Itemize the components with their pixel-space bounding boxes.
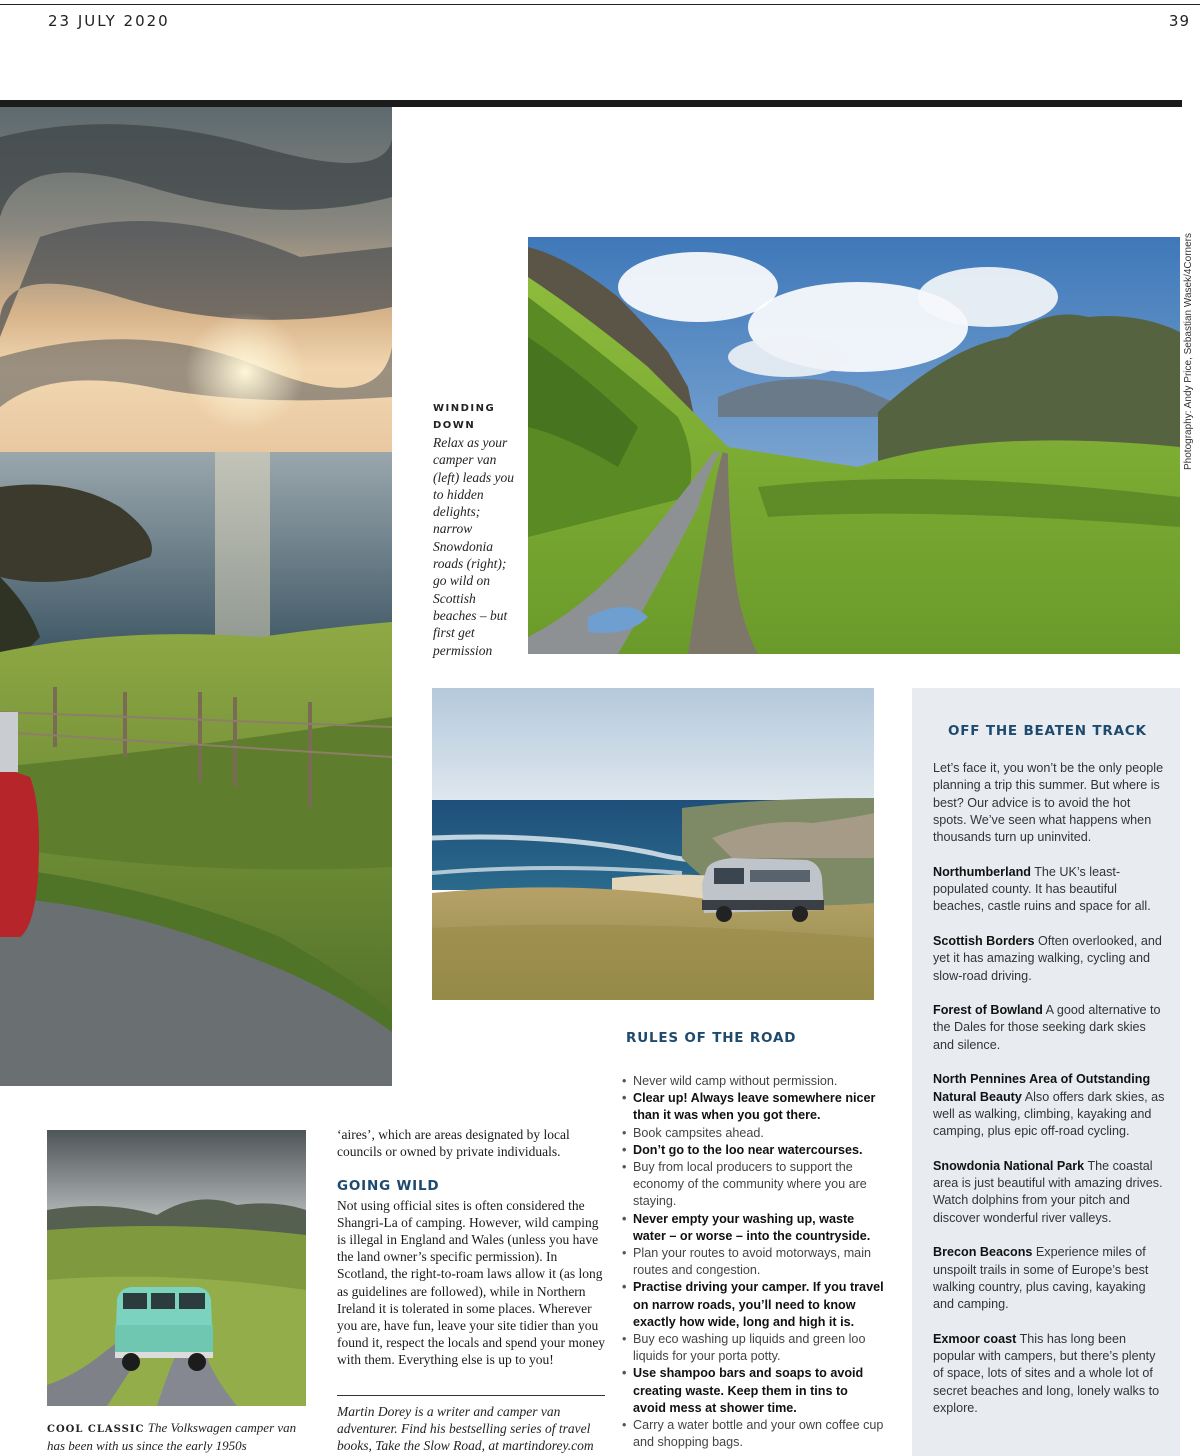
sidebar-intro: Let’s face it, you won’t be the only people planning a trip this summer. But where is best? Our advice is to avoid the hot spots. We’ve seen what happens when thousands turn up uninvited. xyxy=(933,761,1164,845)
rule-item: • Clear up! Always leave somewhere nicer than it was when you got there. xyxy=(622,1090,884,1124)
rule-item: • Plan your routes to avoid motorways, main routes and congestion. xyxy=(622,1245,884,1279)
sidebar-place xyxy=(933,1002,1165,1054)
rule-item: • Buy from local producers to support the economy of the community where you are staying. xyxy=(622,1159,884,1211)
place-description: This has long been popular with campers, but there’s plenty of space, lots of sites and a whole lot of secret beaches and long, lonely walks to explore. xyxy=(933,1331,1160,1415)
top-rule xyxy=(0,4,1200,5)
rule-item: • Never empty your washing up, waste water – or worse – into the countryside. xyxy=(622,1211,884,1245)
place-name: North Pennines Area of Outstanding Natural Beauty xyxy=(933,1072,1151,1104)
going-wild-body: Not using official sites is often considered the Shangri-La of camping. However, wild camping is illegal in England and Wales (unless you have the land owner’s specific permission). In Scotland, the right-to-roam laws allow it (as long as guidelines are followed), while in Northern Ireland it is tolerated in some places. Wherever you are, have fun, leave your site tidier than you found it, respect the locals and spend your money with them. Everything else is up to you! xyxy=(337,1197,606,1368)
rule-item: • Buy eco washing up liquids and green loo liquids for your porta potty. xyxy=(622,1331,884,1365)
sidebar-heading: OFF THE BEATEN TRACK xyxy=(948,723,1147,739)
place-description: The coastal area is just beautiful with amazing drives. Watch dolphins from your pitch and discover wonderful river valleys. xyxy=(933,1158,1163,1225)
caption-cool-classic xyxy=(47,1420,307,1454)
photo-snowdonia-road xyxy=(528,237,1180,654)
photo-coastal-sunset xyxy=(0,107,392,1086)
place-name: Northumberland xyxy=(933,864,1031,879)
caption-head-line1: WINDING xyxy=(433,403,496,414)
article-column xyxy=(337,1126,609,1369)
sidebar-place xyxy=(933,1331,1165,1417)
issue-date: 23 JULY 2020 xyxy=(48,12,170,30)
rule-item: • Never wild camp without permission. xyxy=(622,1073,884,1090)
caption-body: Relax as your camper van (left) leads you to hidden delights; narrow Snowdonia roads (right); go wild on Scottish beaches – but first get permission xyxy=(433,435,514,658)
article-intro: ‘aires’, which are areas designated by local councils or owned by private individuals. xyxy=(337,1127,570,1160)
caption-cool-body: The Volkswagen camper van has been with us since the early 1950s xyxy=(47,1420,297,1453)
place-name: Exmoor coast xyxy=(933,1331,1017,1346)
bio-rule xyxy=(337,1395,605,1396)
place-description: Also offers dark skies, as well as walking, climbing, kayaking and camping, plus epic off-road cycling. xyxy=(933,1089,1165,1139)
photo-credit: Photography: Andy Price, Sebastian Wasek/4Corners xyxy=(1183,233,1194,470)
rules-list xyxy=(622,1073,884,1451)
rule-item: • Book campsites ahead. xyxy=(622,1125,884,1142)
place-description: Often overlooked, and yet it has amazing walking, cycling and slow-road driving. xyxy=(933,933,1162,983)
place-name: Snowdonia National Park xyxy=(933,1158,1085,1173)
sidebar-body xyxy=(933,760,1165,1435)
caption-cool-head: COOL CLASSIC xyxy=(47,1424,145,1435)
page-number: 39 xyxy=(1168,12,1190,30)
place-description: Experience miles of unspoilt trails in some of Europe’s best walking country, plus caving, kayaking and camping. xyxy=(933,1245,1149,1312)
rule-item: • Don’t go to the loo near watercourses. xyxy=(622,1142,884,1159)
place-description: A good alternative to the Dales for those seeking dark skies and silence. xyxy=(933,1003,1161,1052)
caption-winding-down xyxy=(433,400,518,659)
rules-heading: RULES OF THE ROAD xyxy=(626,1030,797,1046)
sidebar-place xyxy=(933,864,1165,916)
sidebar-place xyxy=(933,1244,1165,1313)
place-name: Scottish Borders xyxy=(933,933,1035,948)
photo-scottish-beach xyxy=(432,688,874,1000)
sidebar-place xyxy=(933,1071,1165,1140)
rule-item: • Practise driving your camper. If you travel on narrow roads, you’ll need to know exactly how wide, long and high it is. xyxy=(622,1279,884,1331)
author-bio: Martin Dorey is a writer and camper van adventurer. Find his bestselling series of travel books, Take the Slow Road, at martindorey.com xyxy=(337,1404,594,1453)
place-description: The UK’s least-populated county. It has beautiful beaches, castle ruins and space for all. xyxy=(933,864,1151,914)
sidebar-place xyxy=(933,1158,1165,1227)
rule-item: • Use shampoo bars and soaps to avoid creating waste. Keep them in tins to avoid mess at shower time. xyxy=(622,1365,884,1417)
rule-item: • Carry a water bottle and your own coffee cup and shopping bags. xyxy=(622,1417,884,1451)
photo-vw-camper xyxy=(47,1130,306,1406)
caption-head-line2: DOWN xyxy=(433,420,476,431)
sidebar-place xyxy=(933,933,1165,985)
place-name: Forest of Bowland xyxy=(933,1003,1043,1018)
header-thick-rule xyxy=(0,100,1182,107)
going-wild-heading: GOING WILD xyxy=(337,1178,440,1195)
place-name: Brecon Beacons xyxy=(933,1245,1033,1260)
